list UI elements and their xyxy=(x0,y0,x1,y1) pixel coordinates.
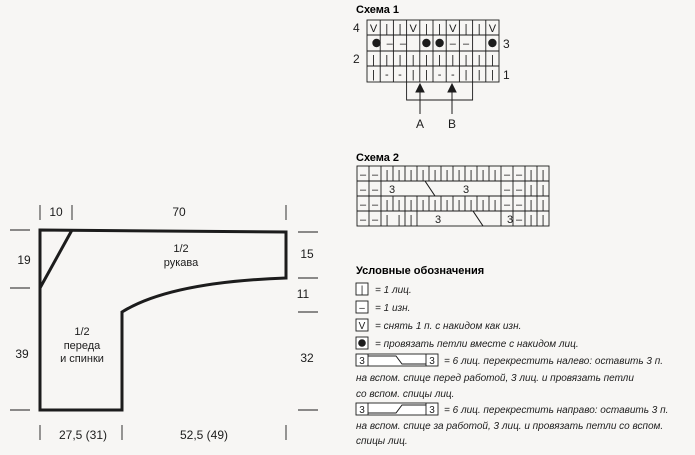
svg-text:–: – xyxy=(503,184,511,196)
svg-text:= 6 лиц. перекрестить направо:: = 6 лиц. перекрестить направо: оставить 3 п. xyxy=(444,405,669,416)
svg-text:–: – xyxy=(359,199,367,211)
svg-text:-: - xyxy=(450,69,455,81)
svg-text:на вспом. спице перед работой,: на вспом. спице перед работой, 3 лиц. и провязать петли xyxy=(356,373,634,384)
arrow-a-label: А xyxy=(415,117,425,131)
svg-text:V: V xyxy=(409,23,417,35)
body-label-line2: и спинки xyxy=(60,353,104,365)
scheme1-row-3: 3 xyxy=(503,37,510,51)
scheme1-row-2: 2 xyxy=(353,52,360,66)
svg-text:|: | xyxy=(529,199,533,211)
sleeve-label-text: рукава xyxy=(163,257,199,269)
scheme1-arrows xyxy=(416,84,456,114)
svg-text:|: | xyxy=(481,199,485,211)
svg-text:V: V xyxy=(369,23,378,35)
svg-text:3: 3 xyxy=(462,184,470,196)
svg-text:|: | xyxy=(438,23,442,35)
svg-text:= 1 изн.: = 1 изн. xyxy=(375,303,411,314)
svg-text:|: | xyxy=(541,169,545,181)
garment-pattern xyxy=(10,205,318,440)
legend-item-cross-left xyxy=(356,354,663,400)
svg-text:|: | xyxy=(398,54,402,66)
svg-text:–: – xyxy=(515,184,523,196)
scheme1-row-4: 4 xyxy=(353,21,360,35)
svg-text:3: 3 xyxy=(429,356,435,367)
svg-text:|: | xyxy=(424,54,428,66)
svg-text:–: – xyxy=(399,38,406,50)
svg-text:–: – xyxy=(503,169,511,181)
svg-text:|: | xyxy=(385,199,389,211)
arrow-b-label: В xyxy=(447,117,457,131)
svg-text:3: 3 xyxy=(429,405,435,416)
svg-text:|: | xyxy=(385,23,389,35)
body-label-fraction: 1/2 xyxy=(74,326,90,338)
dim-left-upper: 19 xyxy=(17,253,31,267)
svg-text:V: V xyxy=(449,23,457,35)
svg-text:|: | xyxy=(372,69,376,81)
svg-text:|: | xyxy=(438,54,442,66)
svg-text:|: | xyxy=(541,199,545,211)
svg-text:–: – xyxy=(515,169,523,181)
svg-text:|: | xyxy=(424,23,428,35)
svg-text:|: | xyxy=(433,169,437,181)
dim-right-mid: 11 xyxy=(296,287,310,301)
svg-text:|: | xyxy=(397,199,401,211)
svg-text:|: | xyxy=(469,199,473,211)
dim-top-left: 10 xyxy=(49,205,63,219)
svg-text:|: | xyxy=(451,54,455,66)
svg-text:|: | xyxy=(409,214,413,226)
svg-text:|: | xyxy=(464,54,468,66)
svg-text:|: | xyxy=(398,23,402,35)
svg-text:|: | xyxy=(397,169,401,181)
svg-text:–: – xyxy=(515,214,523,226)
svg-text:-: - xyxy=(384,69,389,81)
svg-text:|: | xyxy=(433,199,437,211)
svg-text:= 6 лиц. перекрестить налево:: = 6 лиц. перекрестить налево: оставить 3 п. xyxy=(444,356,663,367)
dim-left-lower: 39 xyxy=(15,347,29,361)
legend-item-purl xyxy=(356,301,410,314)
dim-right-top: 15 xyxy=(300,247,314,261)
svg-text:–: – xyxy=(371,199,379,211)
svg-text:|: | xyxy=(469,169,473,181)
svg-text:|: | xyxy=(411,54,415,66)
svg-text:|: | xyxy=(409,199,413,211)
legend-title: Условные обозначения xyxy=(356,265,485,277)
legend-item-slip xyxy=(356,319,521,332)
slip-symbol-icon: V xyxy=(358,321,366,332)
svg-text:= провязать петли вместе с нак: = провязать петли вместе с накидом лиц. xyxy=(375,339,579,350)
svg-text:–: – xyxy=(515,199,523,211)
svg-text:со вспом. спицы лиц.: со вспом. спицы лиц. xyxy=(356,389,455,400)
svg-text:|: | xyxy=(464,69,468,81)
svg-text:= 1 лиц.: = 1 лиц. xyxy=(375,285,412,296)
svg-text:–: – xyxy=(371,214,379,226)
svg-text:|: | xyxy=(493,169,497,181)
svg-text:3: 3 xyxy=(434,214,442,226)
svg-text:–: – xyxy=(503,199,511,211)
svg-text:|: | xyxy=(397,214,401,226)
svg-text:–: – xyxy=(371,169,379,181)
svg-text:–: – xyxy=(359,214,367,226)
svg-text:|: | xyxy=(481,169,485,181)
svg-text:|: | xyxy=(372,54,376,66)
svg-text:|: | xyxy=(421,199,425,211)
svg-text:|: | xyxy=(464,23,468,35)
dim-top-right: 70 xyxy=(172,205,186,219)
svg-text:–: – xyxy=(359,184,367,196)
legend-item-cross-right xyxy=(356,403,668,447)
svg-text:= снять 1 п. с накидом как изн: = снять 1 п. с накидом как изн. xyxy=(375,321,522,332)
svg-text:3: 3 xyxy=(359,405,365,416)
svg-text:спицы лиц.: спицы лиц. xyxy=(356,436,408,447)
svg-text:3: 3 xyxy=(359,356,365,367)
purl-symbol-icon: – xyxy=(359,303,365,314)
svg-text:|: | xyxy=(411,69,415,81)
scheme1-row-1: 1 xyxy=(503,68,510,82)
svg-text:|: | xyxy=(490,54,494,66)
svg-text:–: – xyxy=(449,38,456,50)
svg-text:|: | xyxy=(457,169,461,181)
svg-text:|: | xyxy=(385,169,389,181)
svg-text:|: | xyxy=(385,214,389,226)
dot-symbol-icon xyxy=(358,339,366,347)
sleeve-label-fraction: 1/2 xyxy=(173,243,189,255)
svg-text:|: | xyxy=(421,169,425,181)
svg-text:|: | xyxy=(409,169,413,181)
knit-symbol-icon: | xyxy=(360,285,364,296)
svg-text:|: | xyxy=(490,69,494,81)
neckline-line xyxy=(40,230,72,288)
svg-text:|: | xyxy=(477,69,481,81)
scheme1-title: Схема 1 xyxy=(356,4,400,16)
svg-text:3: 3 xyxy=(388,184,396,196)
svg-text:|: | xyxy=(541,184,545,196)
svg-text:|: | xyxy=(477,54,481,66)
scheme2-title: Схема 2 xyxy=(356,152,400,164)
svg-text:–: – xyxy=(462,38,470,50)
svg-text:|: | xyxy=(457,199,461,211)
svg-text:|: | xyxy=(541,214,545,226)
svg-text:|: | xyxy=(385,54,389,66)
svg-text:-: - xyxy=(437,69,442,81)
svg-text:|: | xyxy=(424,69,428,81)
legend-item-knit-together xyxy=(356,337,579,350)
svg-text:|: | xyxy=(529,214,533,226)
svg-text:|: | xyxy=(445,199,449,211)
svg-text:–: – xyxy=(386,38,393,50)
body-label-line1: переда xyxy=(63,340,101,352)
svg-text:–: – xyxy=(371,184,379,196)
legend-item-knit xyxy=(356,283,412,296)
svg-text:|: | xyxy=(477,23,481,35)
scheme2-symbols xyxy=(360,169,544,226)
svg-text:|: | xyxy=(493,199,497,211)
dim-right-bottom: 32 xyxy=(300,351,314,365)
svg-text:3: 3 xyxy=(506,214,514,226)
svg-text:|: | xyxy=(529,184,533,196)
dim-bottom-right: 52,5 (49) xyxy=(179,428,229,442)
svg-text:на вспом. спице за работой, 3: на вспом. спице за работой, 3 лиц. и провязать петли со вспом. xyxy=(356,421,664,432)
dim-bottom-left: 27,5 (31) xyxy=(58,428,108,442)
svg-text:|: | xyxy=(445,169,449,181)
svg-text:|: | xyxy=(529,169,533,181)
svg-text:V: V xyxy=(488,23,497,35)
svg-text:-: - xyxy=(398,69,402,81)
svg-text:–: – xyxy=(359,169,367,181)
